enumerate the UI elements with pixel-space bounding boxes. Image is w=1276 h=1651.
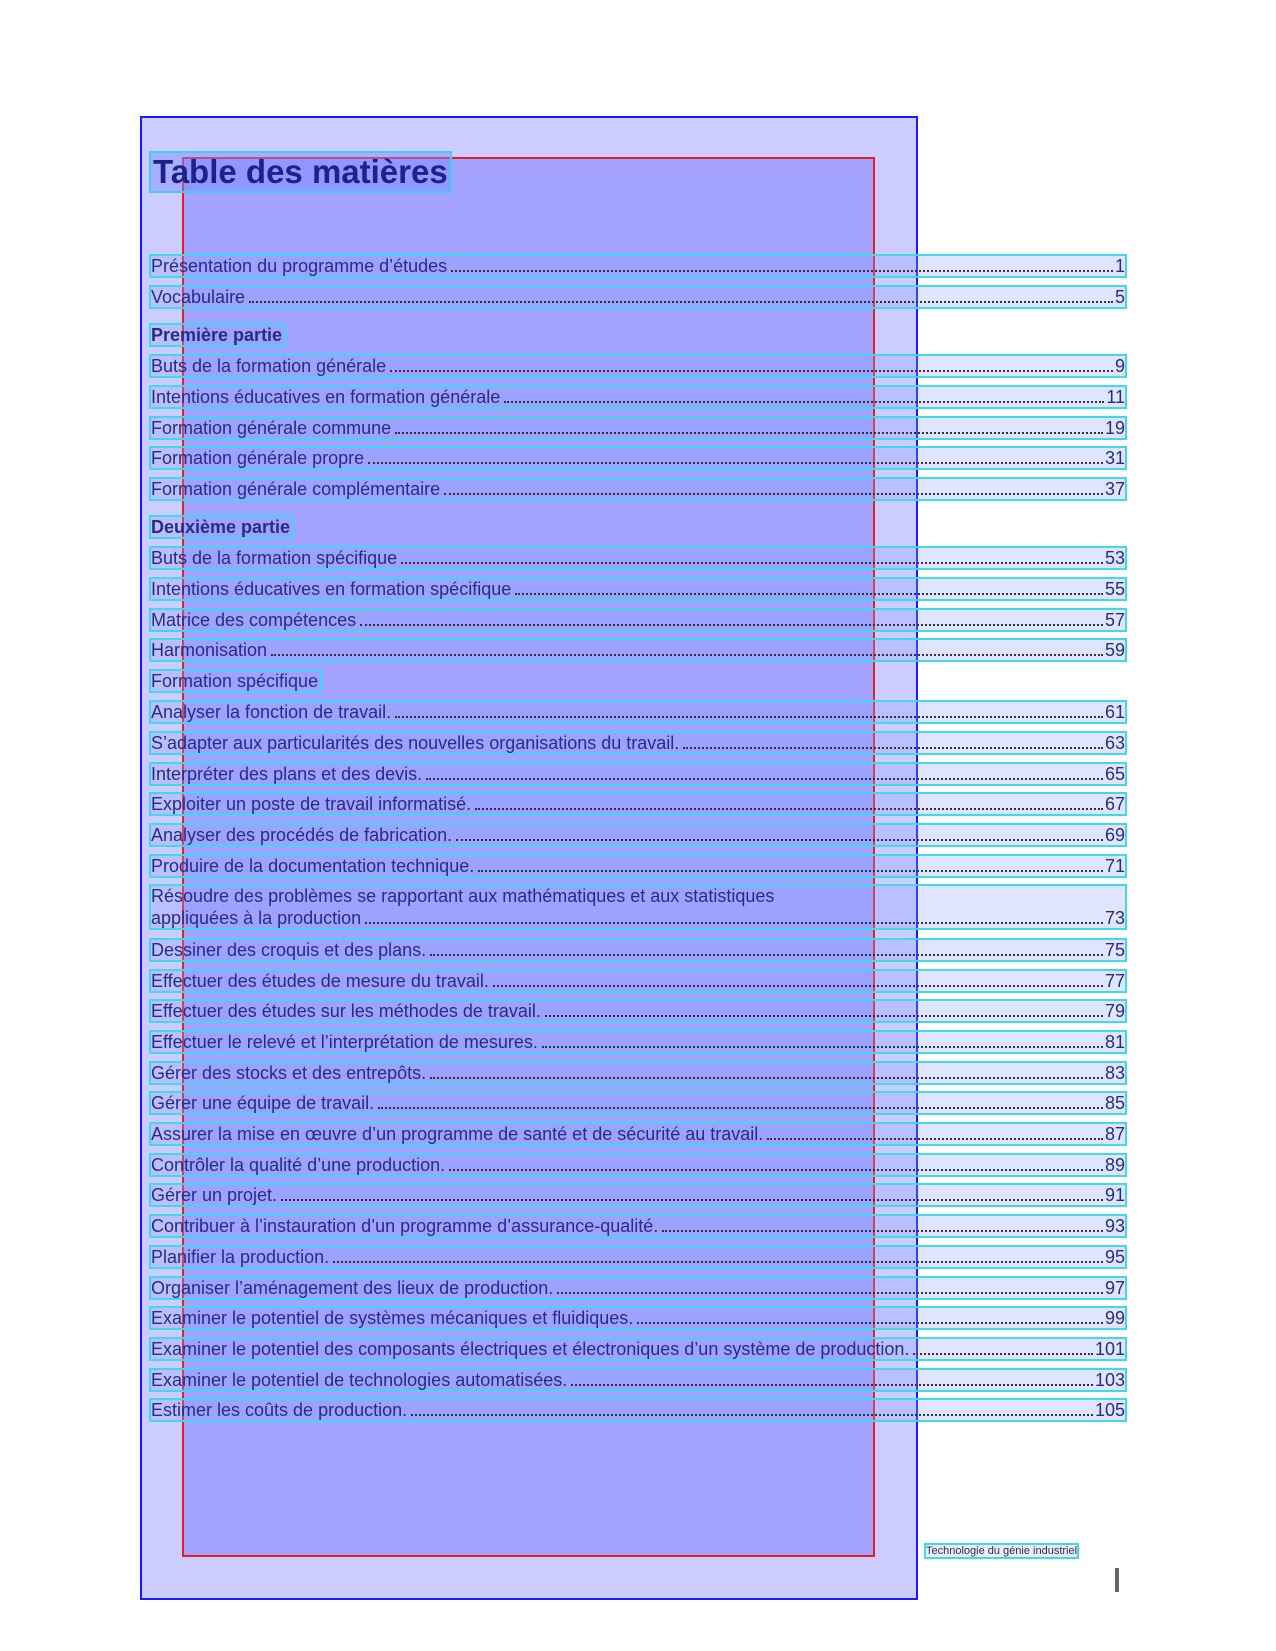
toc-entry[interactable] (151, 356, 1125, 376)
toc-page-number: 87 (1104, 1124, 1125, 1144)
toc-entry-label: Analyser la fonction de travail. (151, 702, 392, 722)
toc-entry-label: S’adapter aux particularités des nouvelles organisations du travail. (151, 733, 680, 753)
toc-entry[interactable] (151, 448, 1125, 468)
dot-leader (683, 747, 1103, 749)
page-title: Table des matières (153, 153, 448, 190)
toc-entry[interactable] (151, 1185, 1125, 1205)
toc-entry-label: Formation générale complémentaire (151, 479, 441, 499)
toc-page-number: 95 (1104, 1247, 1125, 1267)
toc-entry[interactable] (151, 1278, 1125, 1298)
toc-entry-label: Intentions éducatives en formation spécifique (151, 579, 512, 599)
toc-entry[interactable] (151, 825, 1125, 845)
dot-leader (557, 1292, 1103, 1294)
toc-page-number: 83 (1104, 1063, 1125, 1083)
toc-entry[interactable] (151, 733, 1125, 753)
dot-leader (637, 1322, 1103, 1324)
toc-section-heading: Première partie (151, 325, 283, 345)
dot-leader (444, 493, 1103, 495)
toc-entry[interactable] (151, 387, 1125, 407)
toc-page-number: 103 (1094, 1370, 1125, 1390)
toc-page-number: 63 (1104, 733, 1125, 753)
toc-subsection-heading: Formation spécifique (151, 671, 319, 691)
toc-entry[interactable] (151, 640, 1125, 660)
toc-entry[interactable] (151, 702, 1125, 722)
dot-leader (662, 1230, 1103, 1232)
toc-page-number: 75 (1104, 940, 1125, 960)
dot-leader (395, 716, 1103, 718)
toc-entry[interactable] (151, 1370, 1125, 1390)
toc-entry[interactable] (151, 418, 1125, 438)
toc-page-number: 85 (1104, 1093, 1125, 1113)
toc-page-number: 55 (1104, 579, 1125, 599)
toc-page-number: 89 (1104, 1155, 1125, 1175)
toc-page-number: 79 (1104, 1001, 1125, 1021)
toc-entry[interactable] (151, 1247, 1125, 1267)
toc-page-number: 67 (1104, 794, 1125, 814)
toc-page-number: 81 (1104, 1032, 1125, 1052)
dot-leader (456, 839, 1103, 841)
toc-entry[interactable] (151, 1216, 1125, 1236)
toc-entry[interactable] (151, 610, 1125, 630)
toc-entry-label: Contrôler la qualité d’une production. (151, 1155, 446, 1175)
toc-entry[interactable] (151, 1308, 1125, 1328)
dot-leader (281, 1199, 1103, 1201)
toc-page-number: 11 (1106, 387, 1125, 407)
toc-entry-label: Matrice des compétences (151, 610, 357, 630)
toc-page-number: 65 (1104, 764, 1125, 784)
toc-entry-label: Examiner le potentiel des composants électriques et électroniques d’un système de production. (151, 1339, 910, 1359)
dot-leader (368, 462, 1103, 464)
toc-entry-label: Analyser des procédés de fabrication. (151, 825, 453, 845)
toc-entry-label: Produire de la documentation technique. (151, 856, 475, 876)
toc-page-number: 77 (1104, 971, 1125, 991)
dot-leader (449, 1169, 1103, 1171)
toc-page-number: 97 (1104, 1278, 1125, 1298)
toc-page-number: 105 (1094, 1400, 1125, 1420)
dot-leader (401, 562, 1103, 564)
toc-section-heading: Deuxième partie (151, 517, 291, 537)
toc-entry[interactable] (151, 1400, 1125, 1420)
toc-entry[interactable] (151, 1339, 1125, 1359)
toc-page-number: 19 (1104, 418, 1125, 438)
toc-page-number: 9 (1114, 356, 1125, 376)
dot-leader (249, 301, 1113, 303)
dot-leader (515, 593, 1103, 595)
toc-entry[interactable] (151, 1093, 1125, 1113)
toc-entry-label: Résoudre des problèmes se rapportant aux mathématiques et aux statistiques (151, 886, 775, 906)
dot-leader (542, 1046, 1103, 1048)
toc-entry[interactable] (151, 856, 1125, 876)
toc-entry-label: Dessiner des croquis et des plans. (151, 940, 427, 960)
toc-entry-label-continued: appliquées à la production (151, 908, 362, 928)
toc-entry-label: Organiser l’aménagement des lieux de production. (151, 1278, 554, 1298)
dot-leader (426, 778, 1103, 780)
toc-entry-label: Exploiter un poste de travail informatisé. (151, 794, 472, 814)
toc-page-number: 71 (1104, 856, 1125, 876)
toc-page-number: 5 (1114, 287, 1125, 307)
toc-entry[interactable] (151, 1001, 1125, 1021)
dot-leader (395, 432, 1103, 434)
dot-leader (378, 1107, 1103, 1109)
dot-leader (430, 1077, 1103, 1079)
dot-leader (411, 1414, 1093, 1416)
dot-leader (545, 1015, 1103, 1017)
toc-entry[interactable] (151, 287, 1125, 307)
toc-entry-label: Examiner le potentiel de systèmes mécaniques et fluidiques. (151, 1308, 634, 1328)
toc-entry[interactable] (151, 548, 1125, 568)
toc-page-number: 37 (1104, 479, 1125, 499)
dot-leader (571, 1384, 1093, 1386)
toc-page-number: 69 (1104, 825, 1125, 845)
dot-leader (390, 370, 1113, 372)
toc-entry[interactable] (151, 971, 1125, 991)
dot-leader (451, 270, 1113, 272)
toc-entry-label: Estimer les coûts de production. (151, 1400, 408, 1420)
toc-entry[interactable] (151, 1155, 1125, 1175)
toc-entry-label: Effectuer des études de mesure du travail. (151, 971, 489, 991)
toc-entry[interactable] (151, 256, 1125, 276)
toc-page-number: 99 (1104, 1308, 1125, 1328)
toc-page-number: 61 (1104, 702, 1125, 722)
dot-leader (913, 1353, 1093, 1355)
dot-leader (504, 401, 1104, 403)
dot-leader (475, 808, 1103, 810)
dot-leader (493, 985, 1103, 987)
toc-entry-label: Harmonisation (151, 640, 268, 660)
toc-entry-label: Buts de la formation spécifique (151, 548, 398, 568)
toc-page-number: 73 (1104, 908, 1125, 928)
toc-entry-label: Formation générale commune (151, 418, 392, 438)
toc-entry-label: Buts de la formation générale (151, 356, 387, 376)
toc-page-number: 59 (1104, 640, 1125, 660)
toc-page-number: 91 (1104, 1185, 1125, 1205)
toc-page-number: 1 (1114, 256, 1125, 276)
dot-leader (430, 954, 1103, 956)
toc-entry-label: Vocabulaire (151, 287, 246, 307)
toc-entry[interactable] (151, 1063, 1125, 1083)
toc-page-number: 53 (1104, 548, 1125, 568)
toc-entry-label: Intentions éducatives en formation générale (151, 387, 501, 407)
toc-entry-label: Planifier la production. (151, 1247, 330, 1267)
dot-leader (478, 870, 1103, 872)
toc-page-number: 57 (1104, 610, 1125, 630)
toc-entry-label: Effectuer des études sur les méthodes de travail. (151, 1001, 541, 1021)
toc-entry[interactable] (151, 1032, 1125, 1052)
toc-page-number: 31 (1104, 448, 1125, 468)
toc-entry[interactable] (151, 886, 1125, 928)
footer-page-marker (1115, 1568, 1119, 1592)
dot-leader (365, 922, 1103, 924)
toc-entry-label: Effectuer le relevé et l’interprétation de mesures. (151, 1032, 538, 1052)
toc-entry-label: Gérer des stocks et des entrepôts. (151, 1063, 427, 1083)
toc-entry-label: Formation générale propre (151, 448, 365, 468)
toc-entry-label: Contribuer à l’instauration d’un programme d’assurance-qualité. (151, 1216, 659, 1236)
toc-entry[interactable] (151, 579, 1125, 599)
toc-page-number: 101 (1094, 1339, 1125, 1359)
toc-entry-label: Examiner le potentiel de technologies automatisées. (151, 1370, 568, 1390)
dot-leader (360, 624, 1103, 626)
footer-program-name: Technologie du génie industriel (926, 1545, 1078, 1557)
dot-leader (767, 1138, 1103, 1140)
toc-entry[interactable] (151, 794, 1125, 814)
toc-entry-label: Présentation du programme d’études (151, 256, 448, 276)
dot-leader (271, 654, 1103, 656)
toc-entry-label: Gérer une équipe de travail. (151, 1093, 375, 1113)
toc-entry-label: Interpréter des plans et des devis. (151, 764, 423, 784)
toc-entry[interactable] (151, 940, 1125, 960)
toc-entry[interactable] (151, 764, 1125, 784)
toc-entry-label: Gérer un projet. (151, 1185, 278, 1205)
toc-entry[interactable] (151, 479, 1125, 499)
toc-entry-label: Assurer la mise en œuvre d’un programme de santé et de sécurité au travail. (151, 1124, 764, 1144)
toc-page-number: 93 (1104, 1216, 1125, 1236)
dot-leader (333, 1261, 1103, 1263)
toc-entry[interactable] (151, 1124, 1125, 1144)
